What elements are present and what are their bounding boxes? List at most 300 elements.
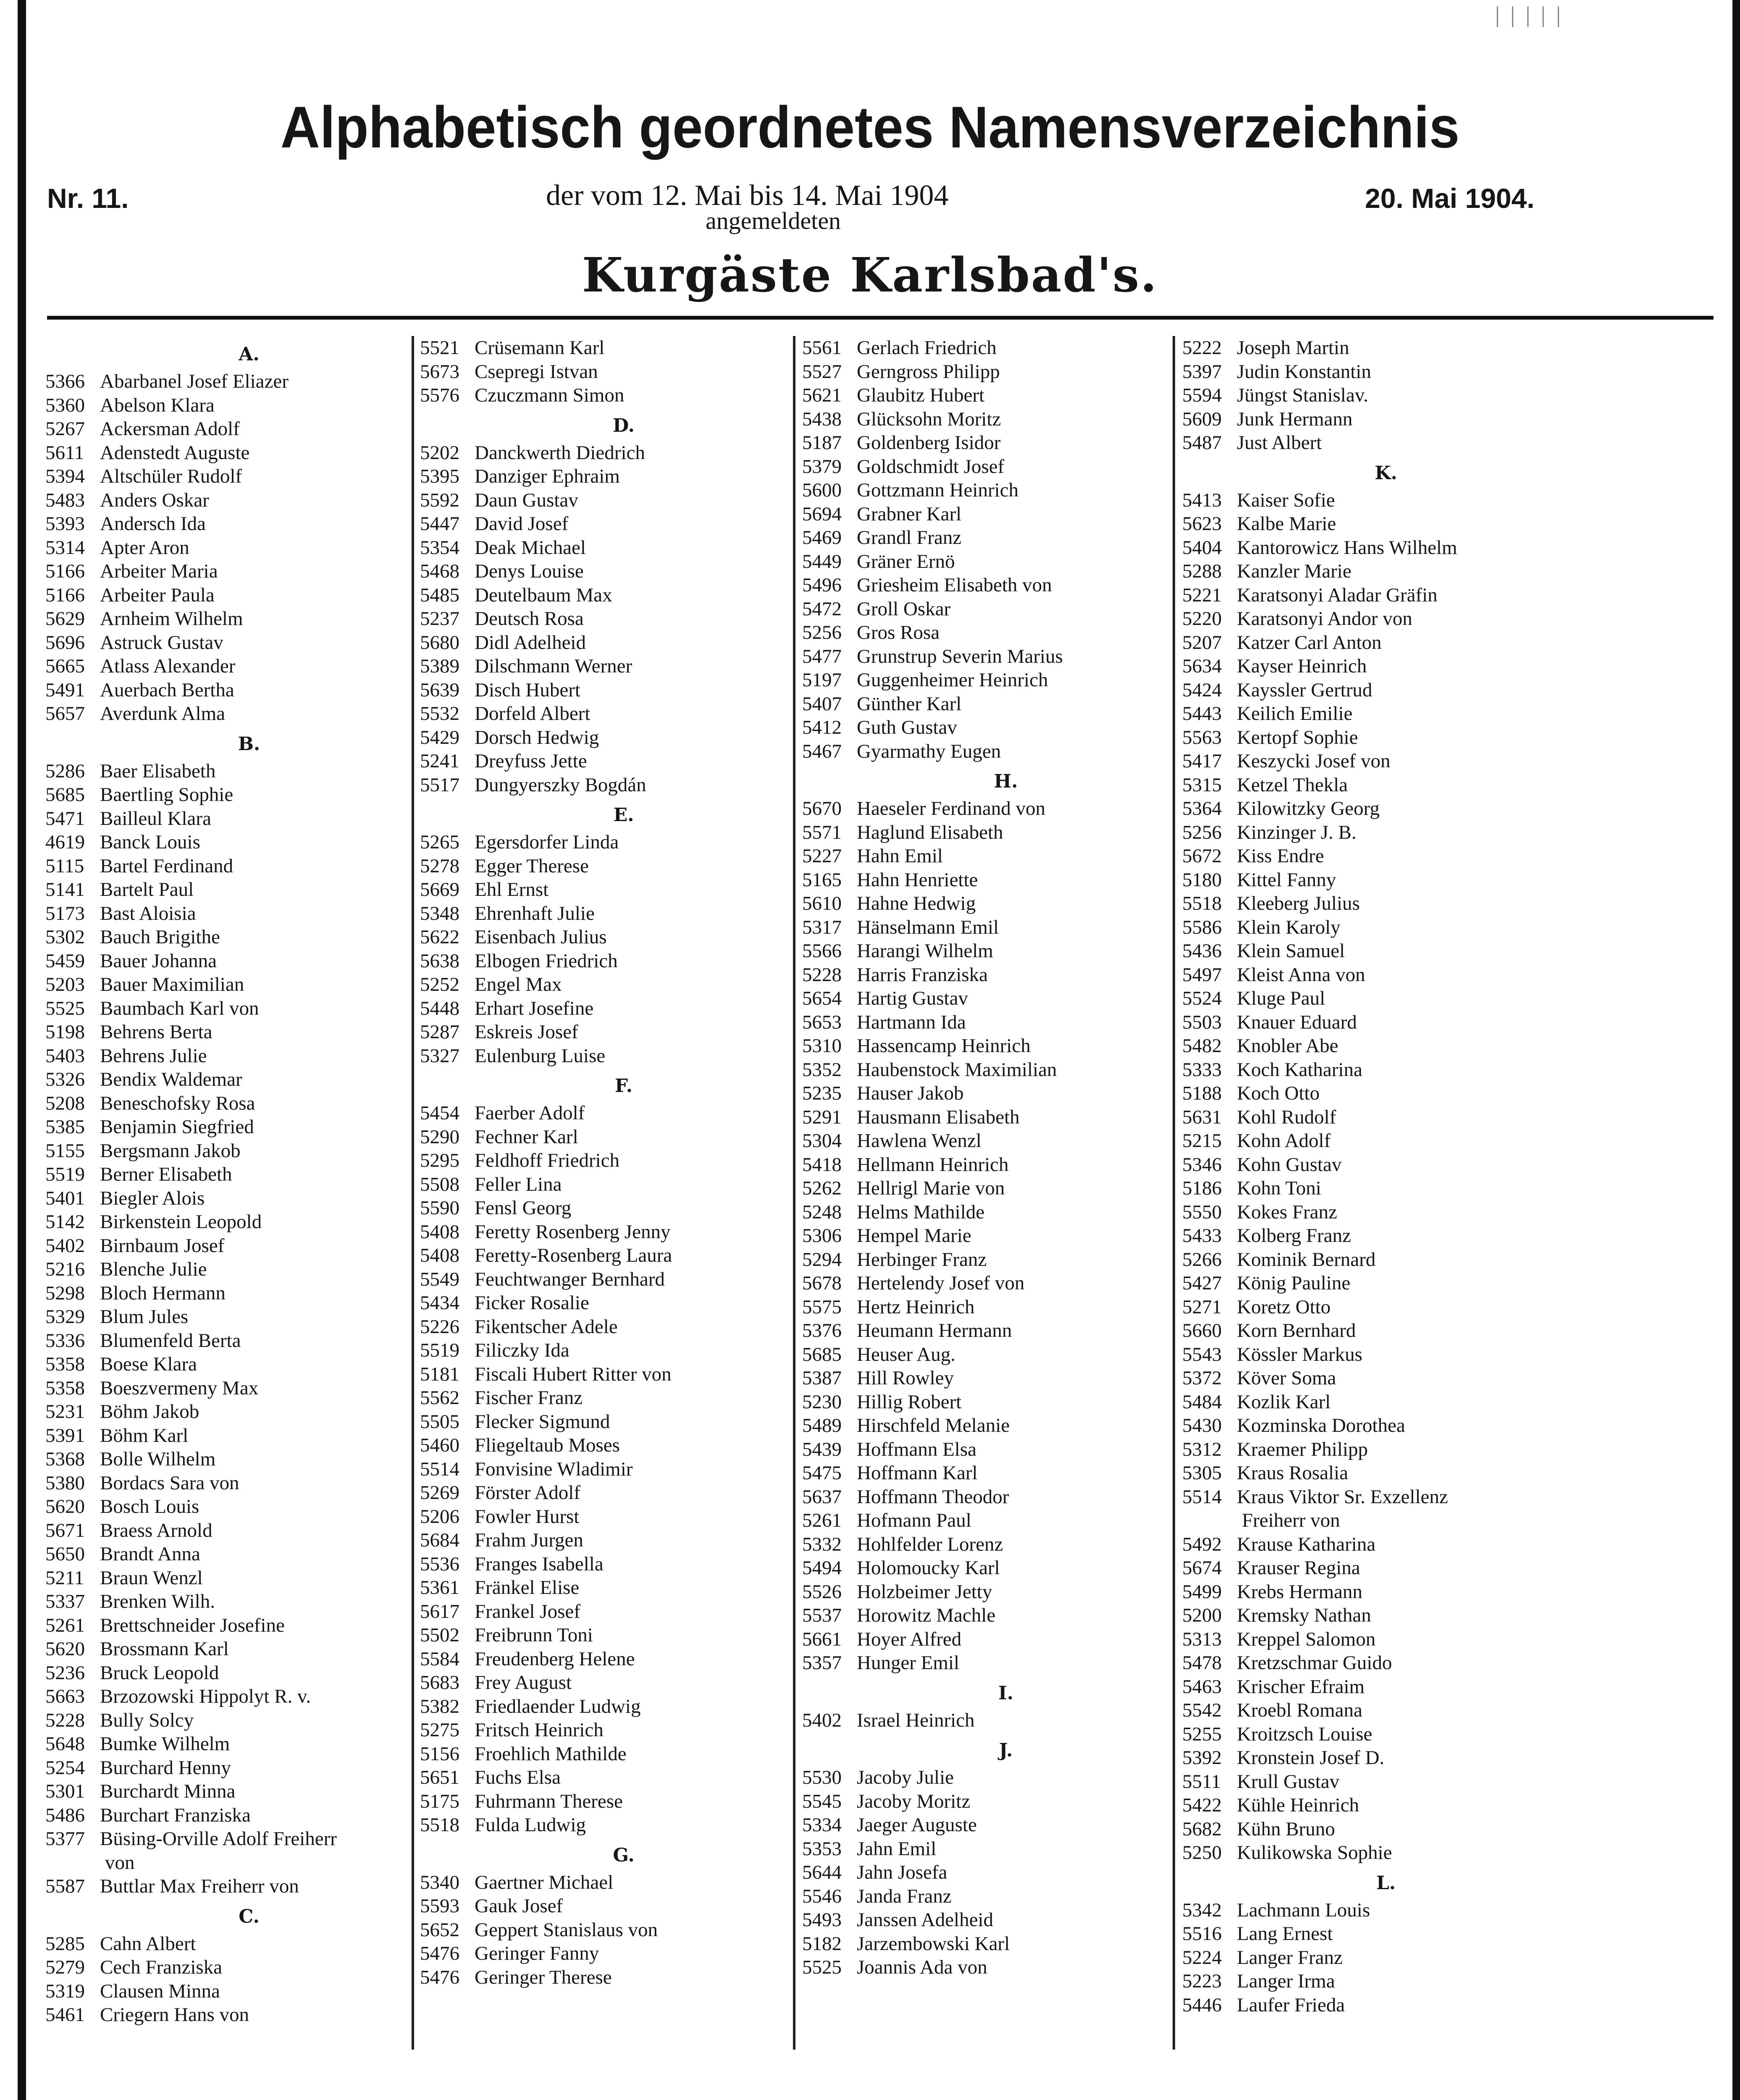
guest-entry (45, 1471, 415, 1495)
guest-entry (45, 997, 415, 1021)
guest-name: Gyarmathy Eugen (857, 740, 1001, 762)
guest-entry (45, 1851, 415, 1875)
guest-entry (420, 1101, 790, 1125)
registration-number: 5379 (802, 455, 842, 478)
registration-number: 5550 (1182, 1201, 1222, 1223)
guest-entry (802, 1837, 1172, 1861)
guest-entry (802, 1105, 1172, 1129)
guest-name: Kremsky Nathan (1237, 1604, 1371, 1626)
guest-name: Brandt Anna (100, 1543, 200, 1565)
guest-entry (802, 1932, 1172, 1956)
guest-name: Guth Gustav (857, 717, 957, 738)
guest-name: Büsing-Orville Adolf Freiherr (100, 1828, 337, 1850)
guest-entry (420, 631, 790, 655)
guest-entry (420, 1362, 790, 1386)
guest-entry (802, 740, 1172, 764)
guest-name: Bauch Brigithe (100, 926, 220, 948)
registration-number: 5408 (420, 1221, 459, 1243)
guest-entry (802, 797, 1172, 821)
guest-entry (45, 1732, 415, 1756)
guest-entry (420, 878, 790, 902)
guest-name: Flecker Sigmund (475, 1410, 610, 1433)
guest-name: Geringer Fanny (475, 1942, 599, 1964)
registration-number: 5514 (420, 1458, 459, 1480)
guest-entry (1182, 892, 1552, 916)
registration-number: 5155 (45, 1139, 85, 1162)
registration-number: 5638 (420, 950, 459, 972)
guest-name: Egersdorfer Linda (475, 831, 619, 853)
guest-entry (45, 1115, 415, 1139)
guest-name: Benjamin Siegfried (100, 1116, 254, 1138)
guest-entry (45, 1139, 415, 1163)
registration-number: 5502 (420, 1624, 459, 1646)
section-letter-heading: F. (614, 1075, 633, 1097)
registration-number: 5278 (420, 855, 459, 877)
guest-name: Feuchtwanger Bernhard (475, 1268, 665, 1290)
registration-number: 5424 (1182, 679, 1222, 701)
guest-entry (420, 559, 790, 583)
guest-name: Andersch Ida (100, 513, 206, 535)
guest-name: Czuczmann Simon (475, 384, 625, 406)
guest-name: Kalbe Marie (1237, 513, 1336, 535)
guest-entry (1182, 1461, 1552, 1485)
guest-entry (45, 654, 415, 678)
guest-entry (1182, 407, 1552, 431)
guest-entry (45, 1020, 415, 1044)
guest-name: Bast Aloisia (100, 902, 196, 924)
guest-entry (45, 465, 415, 488)
registration-number: 5202 (420, 441, 459, 464)
guest-name: Bumke Wilhelm (100, 1733, 230, 1755)
registration-number: 5372 (1182, 1367, 1222, 1389)
guest-name: Lachmann Louis (1237, 1899, 1370, 1921)
guest-entry (420, 1315, 790, 1339)
guest-entry (1182, 868, 1552, 892)
registration-number: 5575 (802, 1296, 842, 1318)
registration-number: 5312 (1182, 1438, 1222, 1460)
registration-number: 5342 (1182, 1899, 1222, 1921)
guest-entry (45, 1979, 415, 2003)
registration-number: 5404 (1182, 536, 1222, 559)
registration-number: 5211 (45, 1567, 84, 1589)
guest-entry (45, 973, 415, 997)
guest-entry (420, 441, 790, 465)
registration-number: 5508 (420, 1173, 459, 1195)
guest-entry (1182, 963, 1552, 987)
guest-entry (45, 607, 415, 631)
guest-name: Denys Louise (475, 560, 584, 582)
guest-entry (1182, 1675, 1552, 1699)
guest-entry (420, 854, 790, 878)
guest-entry (420, 925, 790, 949)
registration-number: 5609 (1182, 408, 1222, 430)
guest-entry (45, 678, 415, 702)
registration-number: 5267 (45, 418, 85, 440)
registration-number: 5586 (1182, 916, 1222, 938)
registration-number: 5678 (802, 1272, 842, 1294)
registration-number: 5592 (420, 489, 459, 511)
guest-name: Krull Gustav (1237, 1770, 1340, 1793)
registration-number: 5221 (1182, 584, 1222, 606)
registration-number: 5436 (1182, 940, 1222, 962)
guest-name: Kantorowicz Hans Wilhelm (1237, 536, 1457, 559)
guest-name: Burchard Henny (100, 1756, 231, 1779)
guest-entry (420, 1918, 790, 1942)
registration-number: 5673 (420, 360, 459, 383)
registration-number: 5484 (1182, 1391, 1222, 1413)
registration-number: 5469 (802, 527, 842, 549)
registration-number: 5337 (45, 1591, 85, 1612)
guest-entry (420, 1671, 790, 1695)
registration-number: 5471 (45, 807, 85, 830)
guest-entry (45, 1590, 415, 1614)
guest-name: Fowler Hurst (475, 1505, 580, 1528)
guest-entry (420, 536, 790, 560)
guest-entry (45, 394, 415, 417)
registration-number: 5401 (45, 1187, 85, 1209)
guest-name: Feretty-Rosenberg Laura (475, 1244, 672, 1266)
registration-number: 5141 (45, 879, 85, 900)
guest-entry (802, 1461, 1172, 1485)
guest-name: Kayser Heinrich (1237, 655, 1367, 677)
registration-number: 5200 (1182, 1604, 1222, 1626)
registration-number: 5166 (45, 560, 85, 582)
guest-entry (1182, 987, 1552, 1011)
registration-number: 5206 (420, 1505, 459, 1528)
registration-number: 5427 (1182, 1272, 1222, 1294)
registration-number: 5685 (802, 1343, 842, 1365)
registration-number: 5360 (45, 394, 85, 416)
guest-name: Geringer Therese (475, 1966, 612, 1988)
registration-number: 5222 (1182, 337, 1222, 359)
issue-number: Nr. 11. (47, 183, 129, 214)
guest-entry (420, 1894, 790, 1918)
guest-entry (45, 1780, 415, 1803)
guest-name: Bosch Louis (100, 1496, 199, 1517)
guest-name: Kozminska Dorothea (1237, 1415, 1405, 1436)
registration-number: 5517 (420, 774, 459, 796)
guest-entry (1182, 1793, 1552, 1817)
registration-number: 5514 (1182, 1486, 1222, 1508)
guest-entry (1182, 797, 1552, 821)
guest-name: Krischer Efraim (1237, 1675, 1365, 1698)
guest-entry (1182, 1841, 1552, 1865)
guest-name: Fliegeltaub Moses (475, 1434, 620, 1456)
guest-entry (45, 1234, 415, 1258)
guest-entry (45, 1803, 415, 1827)
guest-name: Arbeiter Maria (100, 560, 218, 582)
registration-number: 5188 (1182, 1082, 1222, 1104)
guest-name: Kleist Anna von (1237, 963, 1365, 986)
guest-name: Buttlar Max Freiherr von (100, 1875, 299, 1897)
section-letter-heading: B. (238, 733, 260, 755)
registration-number: 5663 (45, 1685, 85, 1707)
registration-number: 5434 (420, 1292, 459, 1314)
guest-name: Fiscali Hubert Ritter von (475, 1363, 672, 1385)
guest-entry (45, 1305, 415, 1329)
name-column-1 (45, 336, 415, 2027)
registration-number: 5368 (45, 1448, 85, 1470)
guest-entry (802, 1813, 1172, 1837)
name-column-4 (1182, 336, 1552, 2017)
registration-number: 5385 (45, 1116, 85, 1138)
guest-name: Gauk Josef (475, 1895, 563, 1917)
registration-number: 5366 (45, 370, 85, 392)
guest-name: Freiherr von (1242, 1509, 1340, 1531)
guest-name: Kominik Bernard (1237, 1248, 1376, 1270)
registration-number: 5231 (45, 1401, 85, 1423)
registration-number: 5340 (420, 1871, 459, 1893)
guest-entry (1182, 1176, 1552, 1200)
registration-number: 5262 (802, 1177, 842, 1199)
guest-name: Bully Solcy (100, 1709, 194, 1731)
guest-name: Feretty Rosenberg Jenny (475, 1221, 671, 1243)
registration-number: 5519 (45, 1163, 85, 1185)
guest-entry (1182, 773, 1552, 797)
registration-number: 5358 (45, 1353, 85, 1375)
guest-name: Bauer Johanna (100, 950, 217, 972)
guest-name: Fuhrmann Therese (475, 1790, 623, 1812)
registration-number: 5402 (45, 1234, 85, 1257)
guest-entry (802, 431, 1172, 455)
registration-number: 5353 (802, 1838, 842, 1860)
scan-frame-left (18, 0, 26, 2100)
guest-entry (420, 1813, 790, 1837)
guest-entry (45, 1163, 415, 1186)
registration-number: 5439 (802, 1438, 842, 1460)
guest-entry (1182, 1533, 1552, 1557)
guest-name: Csepregi Istvan (475, 360, 598, 383)
registration-number: 5454 (420, 1102, 459, 1124)
guest-name: Criegern Hans von (100, 2004, 249, 2026)
registration-number: 5519 (420, 1339, 459, 1361)
guest-entry (802, 1200, 1172, 1224)
guest-name: Frahm Jurgen (475, 1529, 583, 1551)
guest-entry (1182, 939, 1552, 963)
guest-name: Fritsch Heinrich (475, 1719, 604, 1741)
guest-entry (420, 1742, 790, 1766)
registration-number: 5483 (45, 489, 85, 511)
guest-entry (420, 607, 790, 631)
registration-number: 5182 (802, 1932, 842, 1955)
guest-name: Holomoucky Karl (857, 1557, 1000, 1579)
registration-number: 5683 (420, 1672, 459, 1693)
guest-entry (802, 1438, 1172, 1462)
registration-number: 5637 (802, 1486, 842, 1508)
registration-number: 5526 (802, 1580, 842, 1603)
guest-name: Haeseler Ferdinand von (857, 798, 1045, 819)
registration-number: 5310 (802, 1035, 842, 1057)
registration-number: 5672 (1182, 845, 1222, 867)
guest-name: Birkenstein Leopold (100, 1211, 262, 1233)
registration-number: 5397 (1182, 360, 1222, 383)
registration-number: 5521 (420, 337, 459, 359)
registration-number: 5354 (420, 536, 459, 559)
registration-number: 5475 (802, 1462, 842, 1484)
guest-name: Froehlich Mathilde (475, 1743, 627, 1765)
guest-name: Boese Klara (100, 1353, 197, 1375)
guest-name: Ficker Rosalie (475, 1292, 589, 1314)
guest-entry (1182, 1509, 1552, 1533)
registration-number: 5407 (802, 693, 842, 715)
guest-entry (420, 583, 790, 607)
registration-number: 5590 (420, 1197, 459, 1219)
guest-name: Bailleul Klara (100, 807, 211, 830)
registration-number: 5329 (45, 1306, 85, 1328)
guest-name: Freibrunn Toni (475, 1624, 593, 1646)
guest-name: Anders Oskar (100, 489, 209, 511)
guest-name: Feldhoff Friedrich (475, 1150, 620, 1171)
guest-entry (802, 916, 1172, 940)
guest-name: Horowitz Machle (857, 1604, 996, 1626)
guest-entry (45, 1685, 415, 1709)
guest-name: Kraus Rosalia (1237, 1462, 1348, 1484)
guest-entry (1182, 844, 1552, 868)
guest-entry (45, 1637, 415, 1661)
guest-entry (1182, 1105, 1552, 1129)
guest-entry (420, 1268, 790, 1292)
guest-name: Eskreis Josef (475, 1021, 578, 1043)
guest-entry (420, 749, 790, 773)
guest-entry (802, 1390, 1172, 1414)
guest-name: Gottzmann Heinrich (857, 479, 1019, 501)
guest-entry (802, 1533, 1172, 1557)
section-letter-heading: J. (999, 1740, 1013, 1761)
registration-number: 5600 (802, 479, 842, 501)
guest-entry (45, 583, 415, 607)
registration-number: 5227 (802, 845, 842, 867)
guest-entry (802, 1908, 1172, 1932)
scan-edge-marks: | | | | | (1495, 2, 1564, 27)
guest-name: Kertopf Sophie (1237, 726, 1358, 748)
registration-number: 5621 (802, 384, 842, 406)
registration-number: 5525 (802, 1956, 842, 1978)
guest-entry (1182, 488, 1552, 512)
registration-number: 5241 (420, 750, 459, 772)
registration-number: 5650 (45, 1543, 85, 1565)
registration-number: 5254 (45, 1756, 85, 1779)
column-rule (793, 336, 795, 2050)
guest-entry (802, 597, 1172, 621)
guest-name: Brettschneider Josefine (100, 1614, 285, 1636)
guest-entry (1182, 1628, 1552, 1651)
registration-number: 5448 (420, 997, 459, 1019)
guest-name: Hirschfeld Melanie (857, 1415, 1010, 1436)
guest-name: Bartel Ferdinand (100, 855, 234, 877)
guest-name: Kühn Bruno (1237, 1818, 1335, 1840)
registration-number: 5403 (45, 1045, 85, 1067)
registration-number: 5505 (420, 1410, 459, 1433)
guest-entry (1182, 1922, 1552, 1946)
guest-entry (420, 1505, 790, 1529)
guest-entry (1182, 1153, 1552, 1177)
registration-number: 5492 (1182, 1533, 1222, 1555)
guest-entry (1182, 1295, 1552, 1319)
registration-number: 5459 (45, 950, 85, 972)
guest-name: Filiczky Ida (475, 1339, 570, 1361)
registration-number: 5478 (1182, 1652, 1222, 1674)
guest-name: Fuchs Elsa (475, 1767, 561, 1788)
guest-entry (1182, 1058, 1552, 1082)
registration-number: 5468 (420, 560, 459, 582)
guest-name: Biegler Alois (100, 1187, 205, 1209)
guest-name: Koretz Otto (1237, 1296, 1331, 1318)
guest-name: Kayssler Gertrud (1237, 679, 1373, 701)
registration-number: 5361 (420, 1577, 459, 1599)
guest-entry (1182, 702, 1552, 726)
registration-number: 5156 (420, 1743, 459, 1765)
registration-number: 5536 (420, 1553, 459, 1575)
registration-number: 5503 (1182, 1011, 1222, 1033)
guest-name: Hoffmann Theodor (857, 1486, 1009, 1508)
registration-number: 5549 (420, 1268, 459, 1290)
guest-name: Hartmann Ida (857, 1011, 966, 1033)
registration-number: 5438 (802, 408, 842, 430)
registration-number: 5261 (45, 1614, 85, 1636)
guest-name: Ackersman Adolf (100, 418, 240, 440)
guest-name: Braess Arnold (100, 1519, 213, 1541)
guest-name: Hempel Marie (857, 1225, 971, 1247)
guest-entry (420, 1966, 790, 1990)
registration-number: 5497 (1182, 963, 1222, 986)
column-rule (1173, 336, 1175, 2050)
guest-name: Brossmann Karl (100, 1638, 229, 1660)
guest-entry (45, 1257, 415, 1281)
guest-name: Kohn Toni (1237, 1177, 1321, 1199)
registration-number: 5412 (802, 717, 842, 738)
guest-entry (802, 1414, 1172, 1438)
guest-entry (45, 1400, 415, 1424)
guest-name: Behrens Julie (100, 1045, 207, 1067)
guest-name: Böhm Karl (100, 1424, 189, 1446)
guest-entry (420, 702, 790, 726)
issue-date: 20. Mai 1904. (1365, 183, 1535, 214)
guest-entry (802, 963, 1172, 987)
guest-entry (802, 573, 1172, 597)
guest-name: Didl Adelheid (475, 631, 586, 654)
guest-name: Kössler Markus (1237, 1343, 1362, 1365)
registration-number: 5306 (802, 1225, 842, 1247)
guest-name: Blumenfeld Berta (100, 1329, 241, 1352)
guest-entry (420, 1552, 790, 1576)
guest-name: Knobler Abe (1237, 1035, 1338, 1057)
registration-number: 5142 (45, 1211, 85, 1233)
guest-entry (420, 1220, 790, 1244)
guest-entry (420, 830, 790, 854)
guest-entry (45, 1566, 415, 1590)
guest-entry (420, 1020, 790, 1044)
guest-name: Grunstrup Severin Marius (857, 645, 1063, 667)
guest-entry (45, 1756, 415, 1780)
guest-name: Geppert Stanislaus von (475, 1919, 658, 1941)
guest-name: Glaubitz Hubert (857, 384, 985, 406)
guest-name: Just Albert (1237, 432, 1322, 454)
registration-number: 5542 (1182, 1699, 1222, 1721)
registration-number: 5485 (420, 584, 459, 606)
guest-name: Katzer Carl Anton (1237, 631, 1382, 654)
guest-name: Jarzembowski Karl (857, 1932, 1010, 1955)
guest-name: Beneschofsky Rosa (100, 1092, 255, 1114)
guest-entry (802, 407, 1172, 431)
guest-entry (420, 1173, 790, 1197)
guest-name: Lang Ernest (1237, 1923, 1333, 1945)
guest-name: Bordacs Sara von (100, 1472, 239, 1494)
registration-number: 5631 (1182, 1106, 1222, 1128)
guest-entry (45, 417, 415, 441)
guest-name: Behrens Berta (100, 1021, 213, 1043)
registration-number: 5285 (45, 1932, 85, 1955)
page-subtitle: Kurgäste Karlsbad's. (582, 248, 1158, 303)
